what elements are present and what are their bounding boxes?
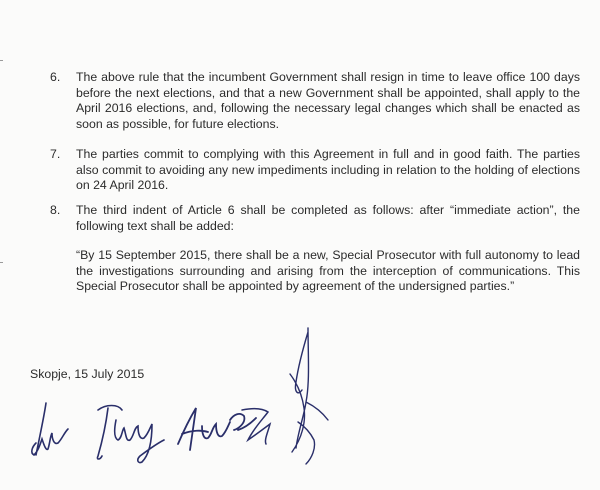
clause-text: The above rule that the incumbent Government shall resign in time to leave office 100 days before the next elections, and that a new Government shall be appointed, shall apply to the April 2016 elections, and, following the necessary legal changes which shall be enacted as soon as possible, for future elections. xyxy=(76,70,580,131)
place-date: Skopje, 15 July 2015 xyxy=(30,367,145,381)
special-prosecutor-quote: “By 15 September 2015, there shall be a new, Special Prosecutor with full autonomy to lead the investigations surrounding and arising from the interception of communications. This Special Prosecutor shall be appointed by agreement of the undersigned parties.” xyxy=(76,248,580,293)
clause-7 xyxy=(50,147,580,194)
signature-1 xyxy=(28,395,78,465)
clause-text: The third indent of Article 6 shall be completed as follows: after “immediate action”, the following text shall be added: xyxy=(76,203,580,233)
signature-2 xyxy=(92,398,170,468)
clause-number: 8. xyxy=(50,203,61,217)
clause-text: The parties commit to complying with this Agreement in full and in good faith. The parties also commit to avoiding any new impediments including in relation to the holding of elections on 24 April 2016. xyxy=(76,147,580,192)
signature-5 xyxy=(268,322,348,472)
clause-6 xyxy=(50,70,580,132)
margin-mark xyxy=(0,262,3,263)
clause-number: 7. xyxy=(50,147,61,161)
margin-mark xyxy=(0,60,3,61)
clause-8 xyxy=(50,203,580,234)
clause-number: 6. xyxy=(50,70,61,84)
